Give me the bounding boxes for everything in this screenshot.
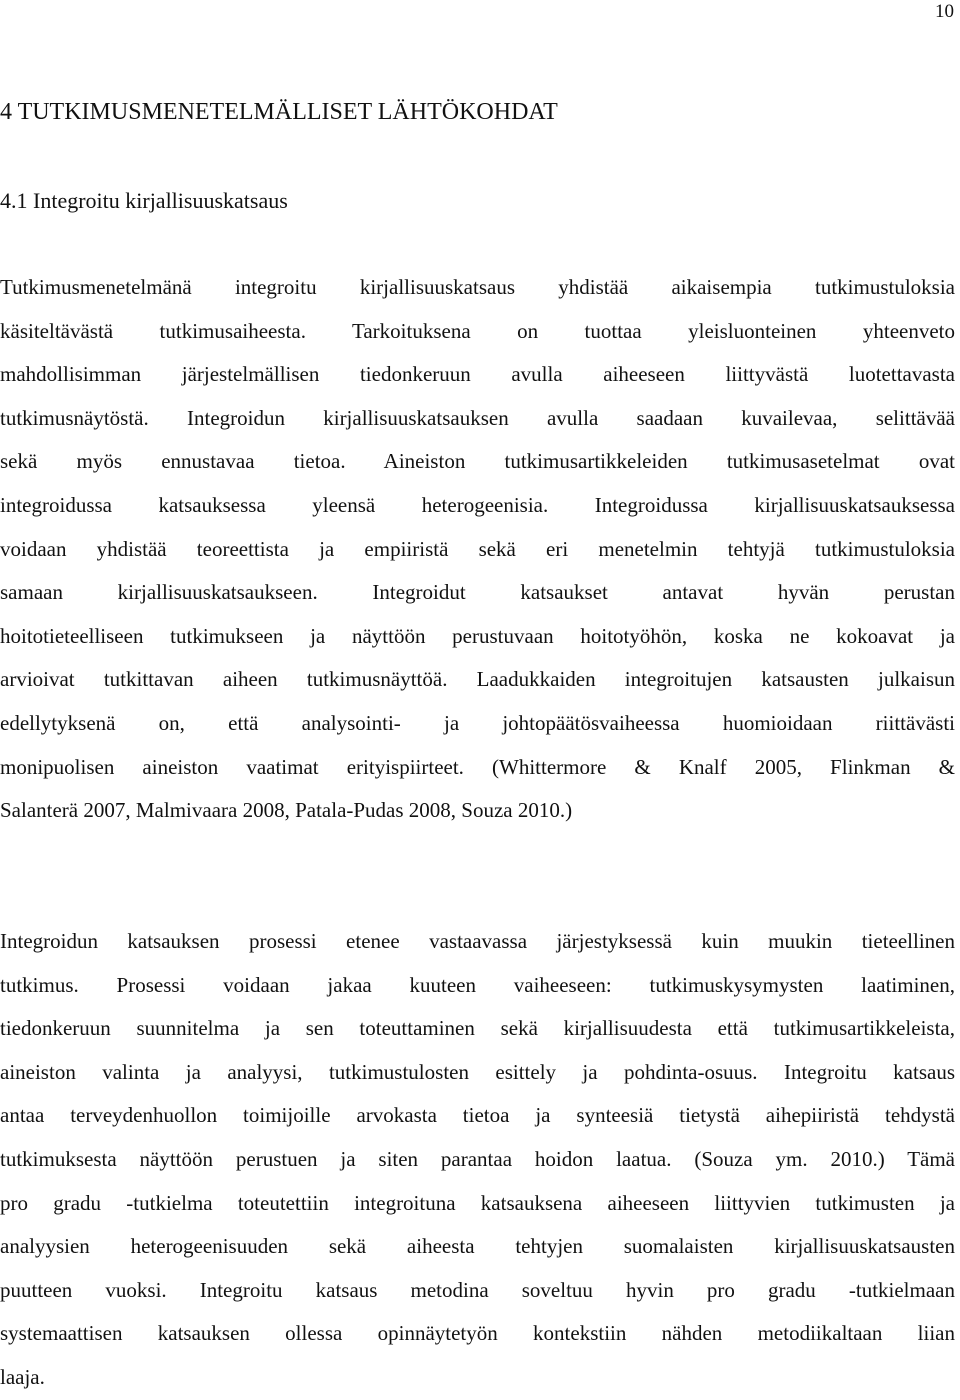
- paragraph-line: monipuolisen aineiston vaatimat erityispiirteet. (Whittermore & Knalf 2005, Flinkman &: [0, 754, 955, 779]
- paragraph-line: laaja.: [0, 1364, 45, 1389]
- paragraph-line: samaan kirjallisuuskatsaukseen. Integroidut katsaukset antavat hyvän perustan: [0, 580, 955, 605]
- paragraph-line: arvioivat tutkittavan aiheen tutkimusnäyttöä. Laadukkaiden integroitujen katsausten julkaisun: [0, 667, 955, 692]
- paragraph-line: mahdollisimman järjestelmällisen tiedonkeruun avulla aiheeseen liittyvästä luotettavasta: [0, 362, 955, 387]
- section-heading: 4.1 Integroitu kirjallisuuskatsaus: [0, 188, 288, 213]
- paragraph-line: analyysien heterogeenisuuden sekä aiheesta tehtyjen suomalaisten kirjallisuuskatsausten: [0, 1234, 955, 1259]
- paragraph-line: pro gradu -tutkielma toteutettiin integroitunа katsauksena aiheeseen liittyvien tutkimusten ja: [0, 1190, 955, 1215]
- paragraph-line: integroidussa katsauksessa yleensä heterogeenisia. Integroidussa kirjallisuuskatsauksessa: [0, 492, 955, 517]
- paragraph-line: tutkimusnäytöstä. Integroidun kirjallisuuskatsauksen avulla saadaan kuvailevaa, selittävää: [0, 405, 955, 430]
- paragraph-line: hoitotieteelliseen tutkimukseen ja näyttöön perustuvaan hoitotyöhön, koska ne kokoavat ja: [0, 623, 955, 648]
- paragraph-line: tiedonkeruun suunnitelma ja sen toteuttaminen sekä kirjallisuudesta että tutkimusartikkeleista,: [0, 1016, 955, 1041]
- paragraph-line: antaa terveydenhuollon toimijoille arvokasta tietoa ja synteesiä tietystä aihepiiristä tehdystä: [0, 1103, 955, 1128]
- paragraph-line: tutkimuksesta näyttöön perustuen ja siten parantaa hoidon laatua. (Souza ym. 2010.) Tämä: [0, 1146, 955, 1171]
- paragraph-line: aineiston valinta ja analyysi, tutkimustulosten esittely ja pohdinta-osuus. Integroitu katsaus: [0, 1059, 955, 1084]
- chapter-heading: 4 TUTKIMUSMENETELMÄLLISET LÄHTÖKOHDAT: [0, 99, 558, 125]
- page-number: 10: [935, 1, 954, 22]
- paragraph-line: edellytyksenä on, että analysointi- ja johtopäätösvaiheessa huomioidaan riittävästi: [0, 710, 955, 735]
- paragraph-line: tutkimus. Prosessi voidaan jakaa kuuteen vaiheeseen: tutkimuskysymysten laatiminen,: [0, 972, 955, 997]
- paragraph-line: Salanterä 2007, Malmivaara 2008, Patala-Pudas 2008, Souza 2010.): [0, 798, 573, 823]
- paragraph-line: systemaattisen katsauksen ollessa opinnäytetyön kontekstiin nähden metodiikaltaan liian: [0, 1321, 955, 1346]
- paragraph-line: voidaan yhdistää teoreettista ja empiiristä sekä eri menetelmin tehtyjä tutkimustuloksia: [0, 536, 955, 561]
- paragraph-line: Tutkimusmenetelmänä integroitu kirjallisuuskatsaus yhdistää aikaisempia tutkimustuloksia: [0, 275, 955, 299]
- paragraph-line: Integroidun katsauksen prosessi etenee vastaavassa järjestyksessä kuin muukin tieteellinen: [0, 929, 955, 953]
- paragraph-line: sekä myös ennustavaa tietoa. Aineiston tutkimusartikkeleiden tutkimusasetelmat ovat: [0, 449, 955, 474]
- paragraph-line: puutteen vuoksi. Integroitu katsaus metodina soveltuu hyvin pro gradu -tutkielmaan: [0, 1277, 955, 1302]
- body-paragraph-2: [0, 920, 955, 1400]
- body-paragraph-1: [0, 266, 955, 833]
- paragraph-line: käsiteltävästä tutkimusaiheesta. Tarkoituksena on tuottaa yleisluonteinen yhteenveto: [0, 318, 955, 343]
